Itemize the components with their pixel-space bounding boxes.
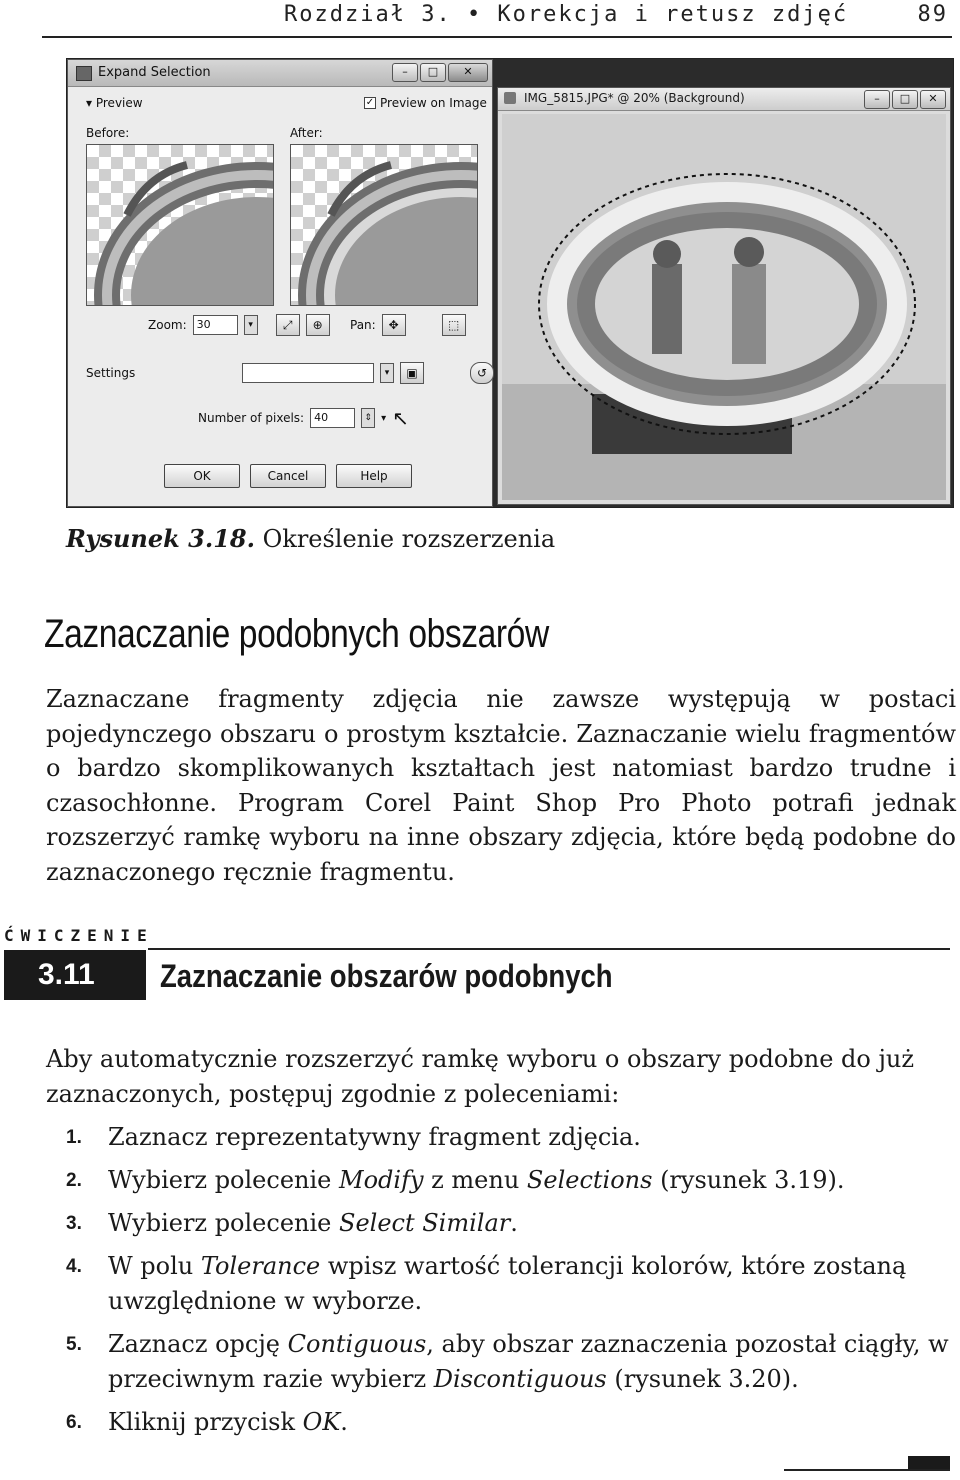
- step-text-run: wpisz wartość tolerancji kolorów, które zostaną uwzględnione w wyborze.: [108, 1252, 907, 1315]
- exercise-label: ĆWICZENIE: [4, 926, 154, 945]
- preview-on-image-checkbox[interactable]: [364, 96, 487, 110]
- settings-dropdown-icon[interactable]: ▾: [380, 363, 394, 383]
- step-number: 3.: [66, 1213, 82, 1234]
- step-text-italic: Modify: [339, 1166, 424, 1194]
- minimize-icon[interactable]: –: [392, 63, 418, 82]
- chapter-title: Rozdział 3. • Korekcja i retusz zdjęć: [284, 2, 849, 27]
- preview-on-image-label: Preview on Image: [380, 96, 487, 110]
- step-text-run: .: [510, 1209, 518, 1237]
- selection-marquee-icon[interactable]: ⬚: [442, 314, 466, 336]
- list-item: [66, 1327, 956, 1397]
- step-text-run: z menu: [423, 1166, 527, 1194]
- zoom-to-fit-icon[interactable]: ⤢: [276, 314, 300, 336]
- reset-icon[interactable]: ↺: [470, 362, 494, 384]
- expand-selection-dialog: [67, 59, 493, 507]
- zoom-label: Zoom:: [148, 318, 187, 332]
- step-number: 4.: [66, 1256, 82, 1277]
- image-window-titlebar: [498, 88, 950, 111]
- section-title: Zaznaczanie podobnych obszarów: [44, 612, 549, 656]
- step-text-run: , aby obszar zaznaczenia pozostał ciągły, w przeciwnym razie wybierz: [108, 1330, 949, 1393]
- preview-toggle-label: Preview: [95, 96, 143, 110]
- figure-caption-text: Określenie rozszerzenia: [262, 525, 556, 553]
- minimize-icon[interactable]: –: [864, 90, 890, 109]
- list-item: [66, 1120, 956, 1155]
- settings-select[interactable]: [242, 363, 374, 383]
- pan-row: [350, 314, 466, 336]
- figure-caption: [66, 524, 555, 553]
- step-text: [108, 1405, 956, 1440]
- image-window-title: IMG_5815.JPG* @ 20% (Background): [524, 91, 745, 105]
- window-controls: [392, 63, 488, 82]
- step-text-run: Wybierz polecenie: [108, 1166, 339, 1194]
- ornate-frame-photo: [502, 114, 946, 500]
- after-preview: [290, 144, 478, 306]
- body-paragraph: Zaznaczane fragmenty zdjęcia nie zawsze występują w postaci pojedynczego obszaru o prostym kształcie. Zaznaczanie wielu fragmentów o bardzo skomplikowanych kształtach jest natomiast bardzo trudne i czasochłonne. Program Corel Paint Shop Pro Photo potrafi jednak rozszerzyć ramkę wyboru na inne obszary zdjęcia, które będą podobne do zaznaczonego ręcznie fragmentu.: [46, 685, 956, 886]
- step-number: 1.: [66, 1127, 82, 1148]
- save-preset-icon[interactable]: ▣: [400, 362, 424, 384]
- zoom-actual-icon[interactable]: ⊕: [306, 314, 330, 336]
- pixels-label: Number of pixels:: [198, 411, 305, 425]
- ok-button[interactable]: OK: [164, 464, 240, 488]
- step-text-italic: Selections: [526, 1166, 653, 1194]
- close-icon[interactable]: ✕: [448, 63, 488, 82]
- before-preview: [86, 144, 274, 306]
- step-text-italic: Select Similar: [339, 1209, 511, 1237]
- step-text-run: Zaznacz reprezentatywny fragment zdjęcia.: [108, 1123, 641, 1151]
- step-text-run: (rysunek 3.20).: [606, 1365, 799, 1393]
- exercise-steps: [66, 1120, 956, 1448]
- pixels-row: [198, 406, 409, 430]
- step-text: [108, 1206, 956, 1241]
- step-text-run: W polu: [108, 1252, 201, 1280]
- step-text-italic: Discontiguous: [433, 1365, 607, 1393]
- footer-rule: [784, 1469, 950, 1471]
- settings-label: Settings: [86, 366, 136, 380]
- app-icon: [76, 66, 92, 81]
- pan-move-icon[interactable]: ✥: [382, 314, 406, 336]
- exercise-intro: Aby automatycznie rozszerzyć ramkę wyboru o obszary podobne do już zaznaczonych, postępuj zgodnie z poleceniami:: [46, 1045, 915, 1108]
- list-item: [66, 1163, 956, 1198]
- dialog-titlebar: [68, 60, 492, 87]
- preview-toggle[interactable]: [86, 96, 143, 110]
- step-text-italic: OK: [302, 1408, 341, 1436]
- maximize-icon[interactable]: □: [420, 63, 446, 82]
- exercise-rule: [148, 948, 950, 950]
- figure-screenshot: [66, 58, 954, 508]
- close-icon[interactable]: ✕: [920, 90, 946, 109]
- step-number: 5.: [66, 1334, 82, 1355]
- footer-marker: [908, 1456, 950, 1470]
- step-number: 2.: [66, 1170, 82, 1191]
- zoom-row: [148, 314, 330, 336]
- before-label: Before:: [86, 126, 130, 140]
- step-text-run: (rysunek 3.19).: [652, 1166, 845, 1194]
- cancel-button[interactable]: Cancel: [250, 464, 326, 488]
- step-number: 6.: [66, 1412, 82, 1433]
- page-number: 89: [917, 2, 948, 27]
- step-text: [108, 1327, 956, 1397]
- step-text: [108, 1163, 956, 1198]
- step-text-run: Wybierz polecenie: [108, 1209, 339, 1237]
- pixels-dropdown-icon[interactable]: ▾: [381, 412, 387, 424]
- pixels-spinner-icon[interactable]: ⇕: [361, 408, 375, 428]
- step-text-run: .: [340, 1408, 348, 1436]
- running-header: [42, 0, 952, 38]
- figure-caption-label: Rysunek 3.18.: [66, 524, 255, 553]
- frame-after-image: [291, 145, 477, 305]
- frame-before-image: [87, 145, 273, 305]
- step-text: [108, 1249, 956, 1319]
- list-item: [66, 1405, 956, 1440]
- step-text-italic: Contiguous: [287, 1330, 427, 1358]
- image-window: [497, 87, 951, 505]
- after-label: After:: [290, 126, 323, 140]
- maximize-icon[interactable]: □: [892, 90, 918, 109]
- zoom-input[interactable]: 30: [193, 315, 238, 335]
- step-text: [108, 1120, 956, 1155]
- image-window-controls: [864, 90, 946, 109]
- list-item: [66, 1206, 956, 1241]
- image-icon: [504, 92, 516, 104]
- settings-row: [86, 362, 494, 384]
- pixels-input[interactable]: 40: [310, 408, 355, 428]
- checkmark-icon: ✓: [365, 97, 375, 108]
- dialog-title: Expand Selection: [98, 65, 211, 80]
- mouse-cursor-icon: ↖: [392, 406, 409, 430]
- exercise-number: 3.11: [4, 950, 146, 1000]
- step-text-run: Kliknij przycisk: [108, 1408, 303, 1436]
- step-text-italic: Tolerance: [200, 1252, 321, 1280]
- step-text-run: Zaznacz opcję: [108, 1330, 288, 1358]
- help-button[interactable]: Help: [336, 464, 412, 488]
- list-item: [66, 1249, 956, 1319]
- photo-canvas[interactable]: [502, 114, 946, 500]
- pan-label: Pan:: [350, 318, 376, 332]
- exercise-title: Zaznaczanie obszarów podobnych: [160, 958, 613, 994]
- triangle-down-icon: ▾: [86, 96, 93, 110]
- zoom-dropdown-icon[interactable]: ▾: [244, 315, 258, 335]
